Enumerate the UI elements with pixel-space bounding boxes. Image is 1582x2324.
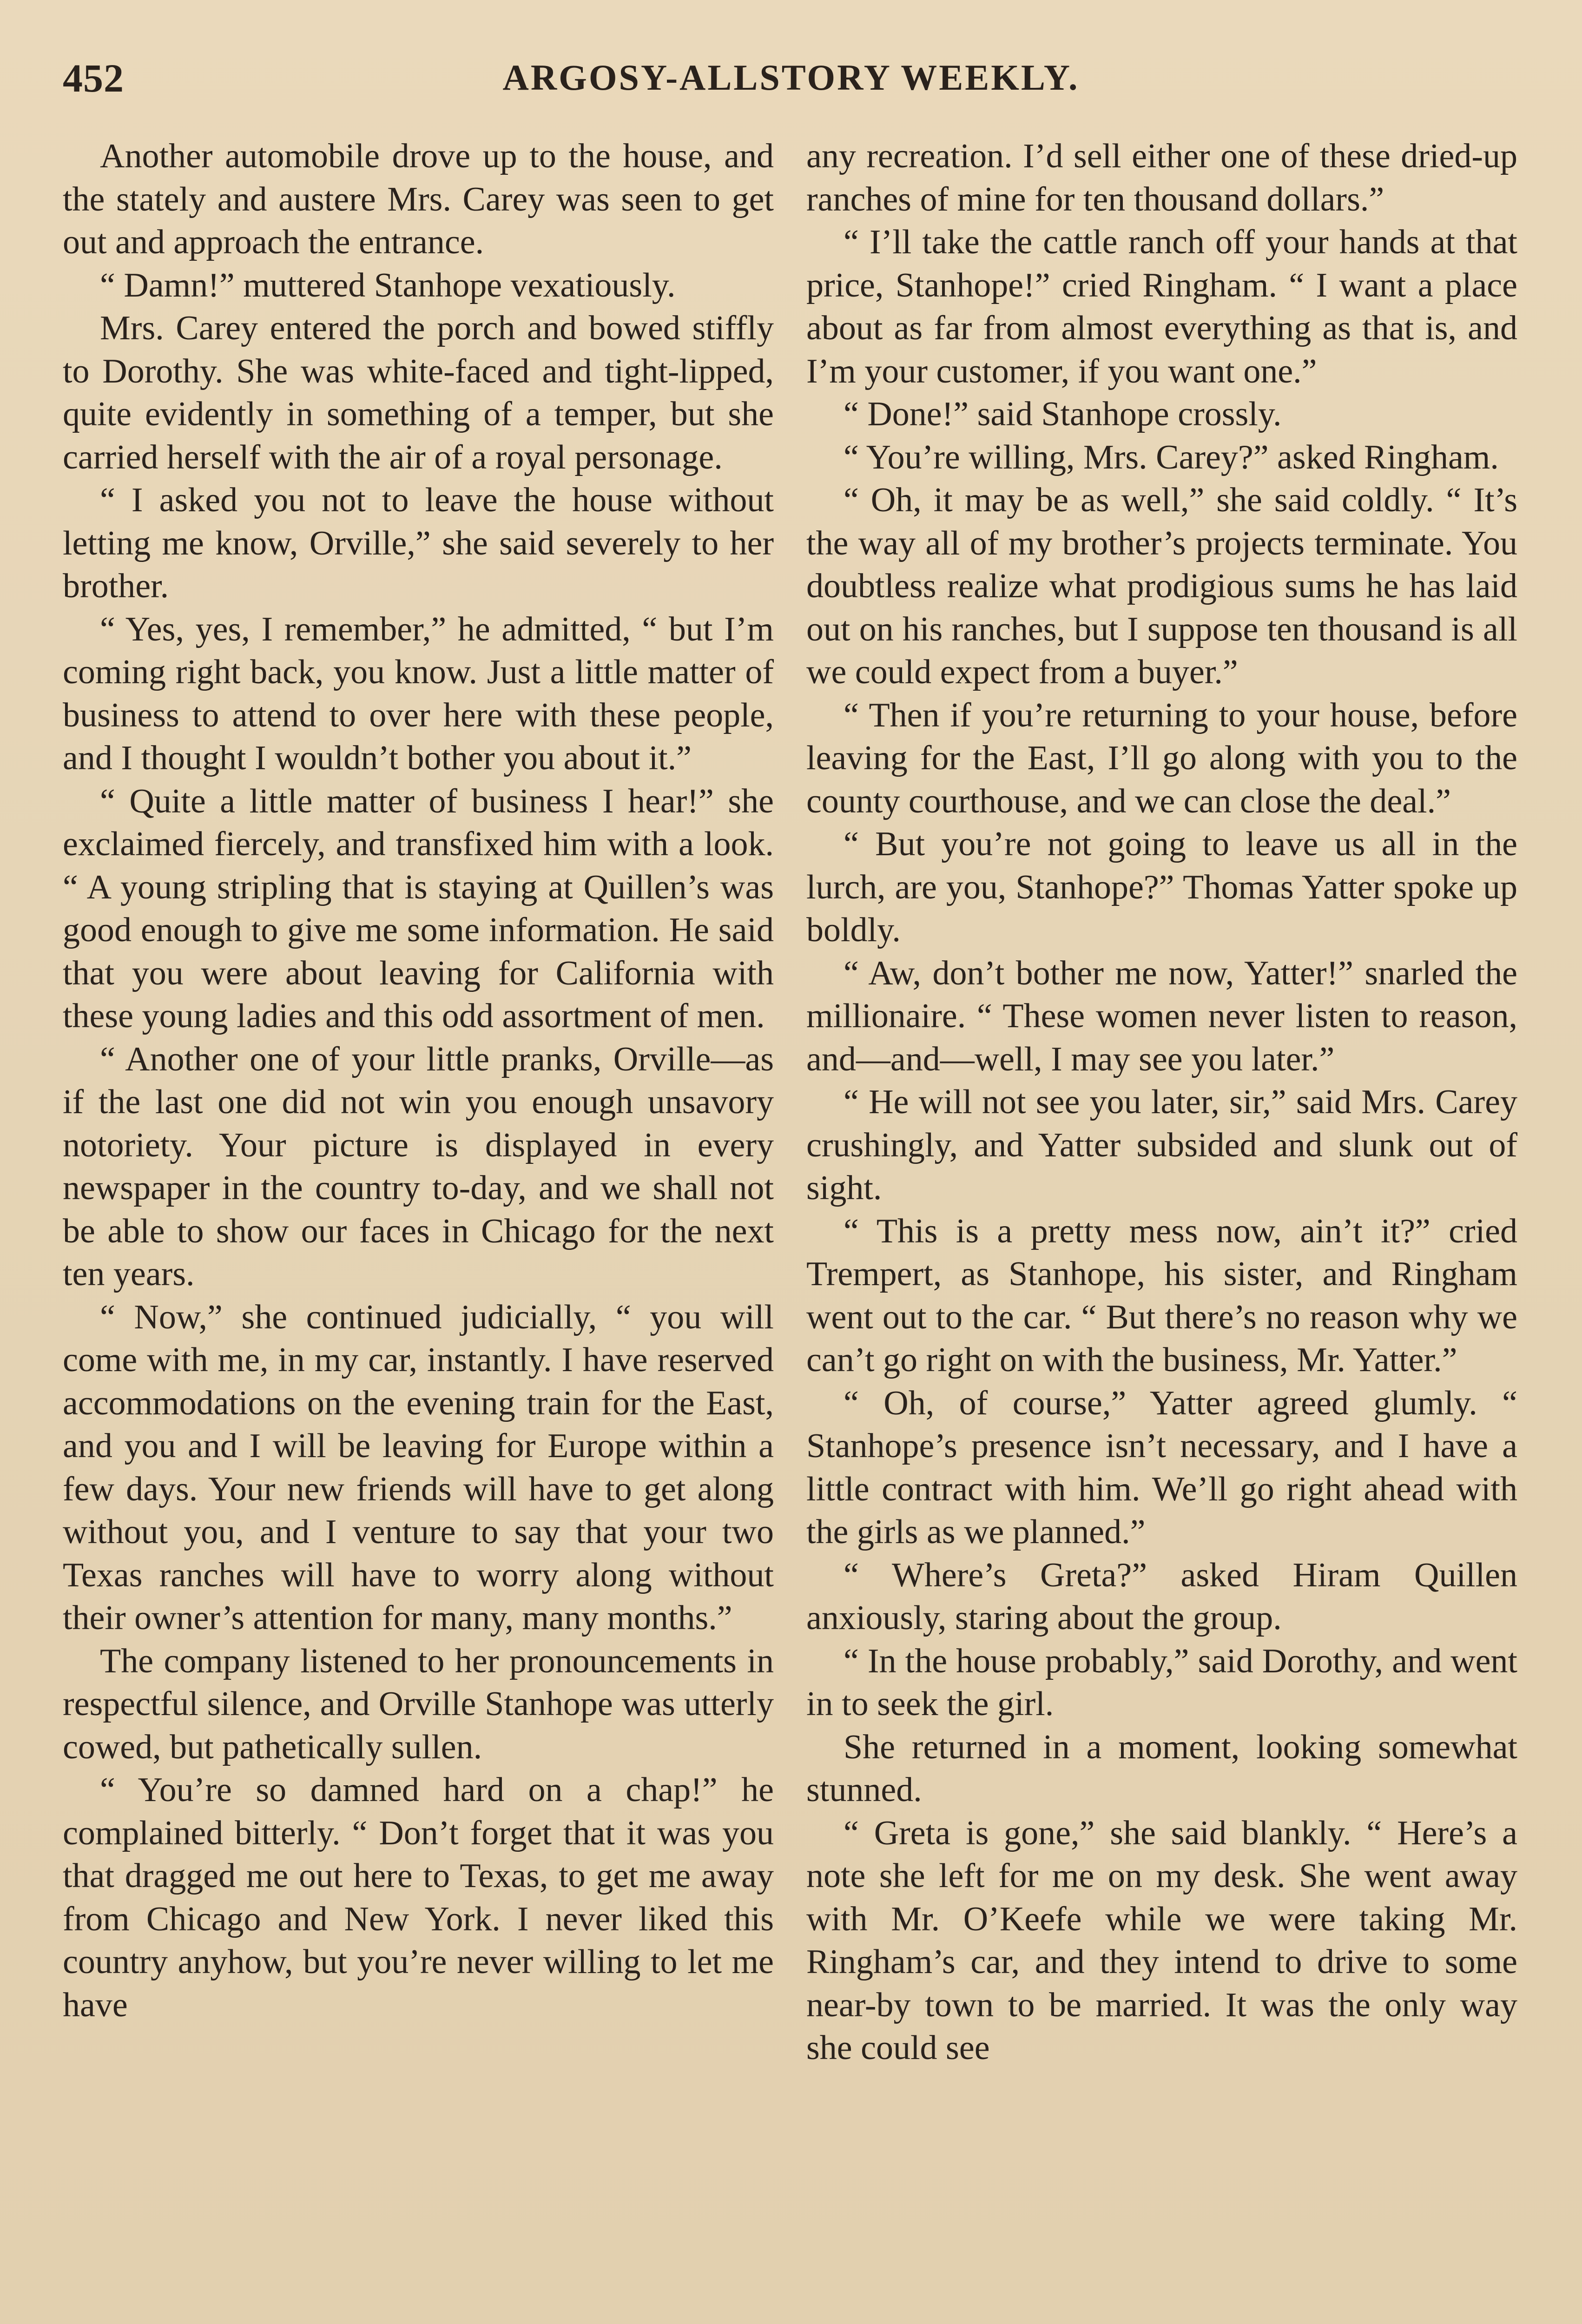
paragraph: “ Then if you’re returning to your house, before leaving for the East, I’ll go along with you to the county courthouse, and we can close the deal.”	[806, 696, 1517, 820]
paragraph: “ Quite a little matter of business I hear!” she exclaimed fiercely, and transfixed him with a look. “ A young stripling that is staying at Quillen’s was good enough to give me some information. He said that you were about leaving for California with these young ladies and this odd assortment of men.	[63, 782, 774, 1035]
column-right	[806, 135, 1517, 2324]
page-header	[63, 46, 1519, 116]
text-columns	[63, 135, 1517, 2324]
paragraph: “ You’re willing, Mrs. Carey?” asked Ringham.	[844, 438, 1499, 476]
paragraph: “ This is a pretty mess now, ain’t it?” cried Trempert, as Stanhope, his sister, and Ringham went out to the car. “ But there’s no reason why we can’t go right on with the business, Mr. Yatter.”	[806, 1212, 1517, 1379]
paragraph: “ In the house probably,” said Dorothy, and went in to seek the girl.	[806, 1642, 1517, 1723]
paragraph: “ Aw, don’t bother me now, Yatter!” snarled the millionaire. “ These women never listen to reason, and—and—well, I may see you later.”	[806, 954, 1517, 1078]
paragraph: “ Another one of your little pranks, Orville—as if the last one did not win you enough unsavory notoriety. Your picture is displayed in every newspaper in the country to-day, and we shall not be able to show our faces in Chicago for the next ten years.	[63, 1040, 774, 1293]
paragraph: “ Oh, of course,” Yatter agreed glumly. “ Stanhope’s presence isn’t necessary, and I have a little contract with him. We’ll go right ahead with the girls as we planned.”	[806, 1384, 1517, 1551]
paragraph: “ I’ll take the cattle ranch off your hands at that price, Stanhope!” cried Ringham. “ I want a place about as far from almost everything as that is, and I’m your customer, if you want one.”	[806, 223, 1517, 390]
paragraph: “ Where’s Greta?” asked Hiram Quillen anxiously, staring about the group.	[806, 1556, 1517, 1637]
column-left	[63, 135, 774, 2324]
paragraph: “ I asked you not to leave the house without letting me know, Orville,” she said severely to her brother.	[63, 481, 774, 605]
paragraph: “ Yes, yes, I remember,” he admitted, “ but I’m coming right back, you know. Just a little matter of business to attend to over here with these people, and I thought I wouldn’t bother you about it.”	[63, 610, 774, 777]
paragraph: any recreation. I’d sell either one of these dried-up ranches of mine for ten thousand dollars.”	[806, 137, 1517, 218]
paragraph: She returned in a moment, looking somewhat stunned.	[806, 1728, 1517, 1809]
paragraph: “ Damn!” muttered Stanhope vexatiously.	[100, 266, 676, 304]
paragraph: “ Done!” said Stanhope crossly.	[844, 395, 1282, 433]
running-title: ARGOSY-ALLSTORY WEEKLY.	[502, 57, 1080, 98]
paragraph: “ He will not see you later, sir,” said Mrs. Carey crushingly, and Yatter subsided and slunk out of sight.	[806, 1083, 1517, 1207]
paragraph: Mrs. Carey entered the porch and bowed stiffly to Dorothy. She was white-faced and tight-lipped, quite evidently in something of a temper, but she carried herself with the air of a royal personage.	[63, 309, 774, 476]
paragraph: “ Oh, it may be as well,” she said coldly. “ It’s the way all of my brother’s projects terminate. You doubtless realize what prodigious sums he has laid out on his ranches, but I suppose ten thousand is all we could expect from a buyer.”	[806, 481, 1517, 691]
page-number: 452	[63, 56, 124, 100]
paragraph: Another automobile drove up to the house, and the stately and austere Mrs. Carey was seen to get out and approach the entrance.	[63, 137, 774, 261]
paragraph: “ You’re so damned hard on a chap!” he complained bitterly. “ Don’t forget that it was you that dragged me out here to Texas, to get me away from Chicago and New York. I never liked this country anyhow, but you’re never willing to let me have	[63, 1771, 774, 2024]
paragraph: “ Greta is gone,” she said blankly. “ Here’s a note she left for me on my desk. She went away with Mr. O’Keefe while we were taking Mr. Ringham’s car, and they intend to drive to some near-by town to be married. It was the only way she could see	[806, 1814, 1517, 2067]
paragraph: “ Now,” she continued judicially, “ you will come with me, in my car, instantly. I have reserved accommodations on the evening train for the East, and you and I will be leaving for Europe within a few days. Your new friends will have to get along without you, and I venture to say that your two Texas ranches will have to worry along without their owner’s attention for many, many months.”	[63, 1298, 774, 1637]
paragraph: “ But you’re not going to leave us all in the lurch, are you, Stanhope?” Thomas Yatter spoke up boldly.	[806, 825, 1517, 949]
paragraph: The company listened to her pronouncements in respectful silence, and Orville Stanhope was utterly cowed, but pathetically sullen.	[63, 1642, 774, 1766]
